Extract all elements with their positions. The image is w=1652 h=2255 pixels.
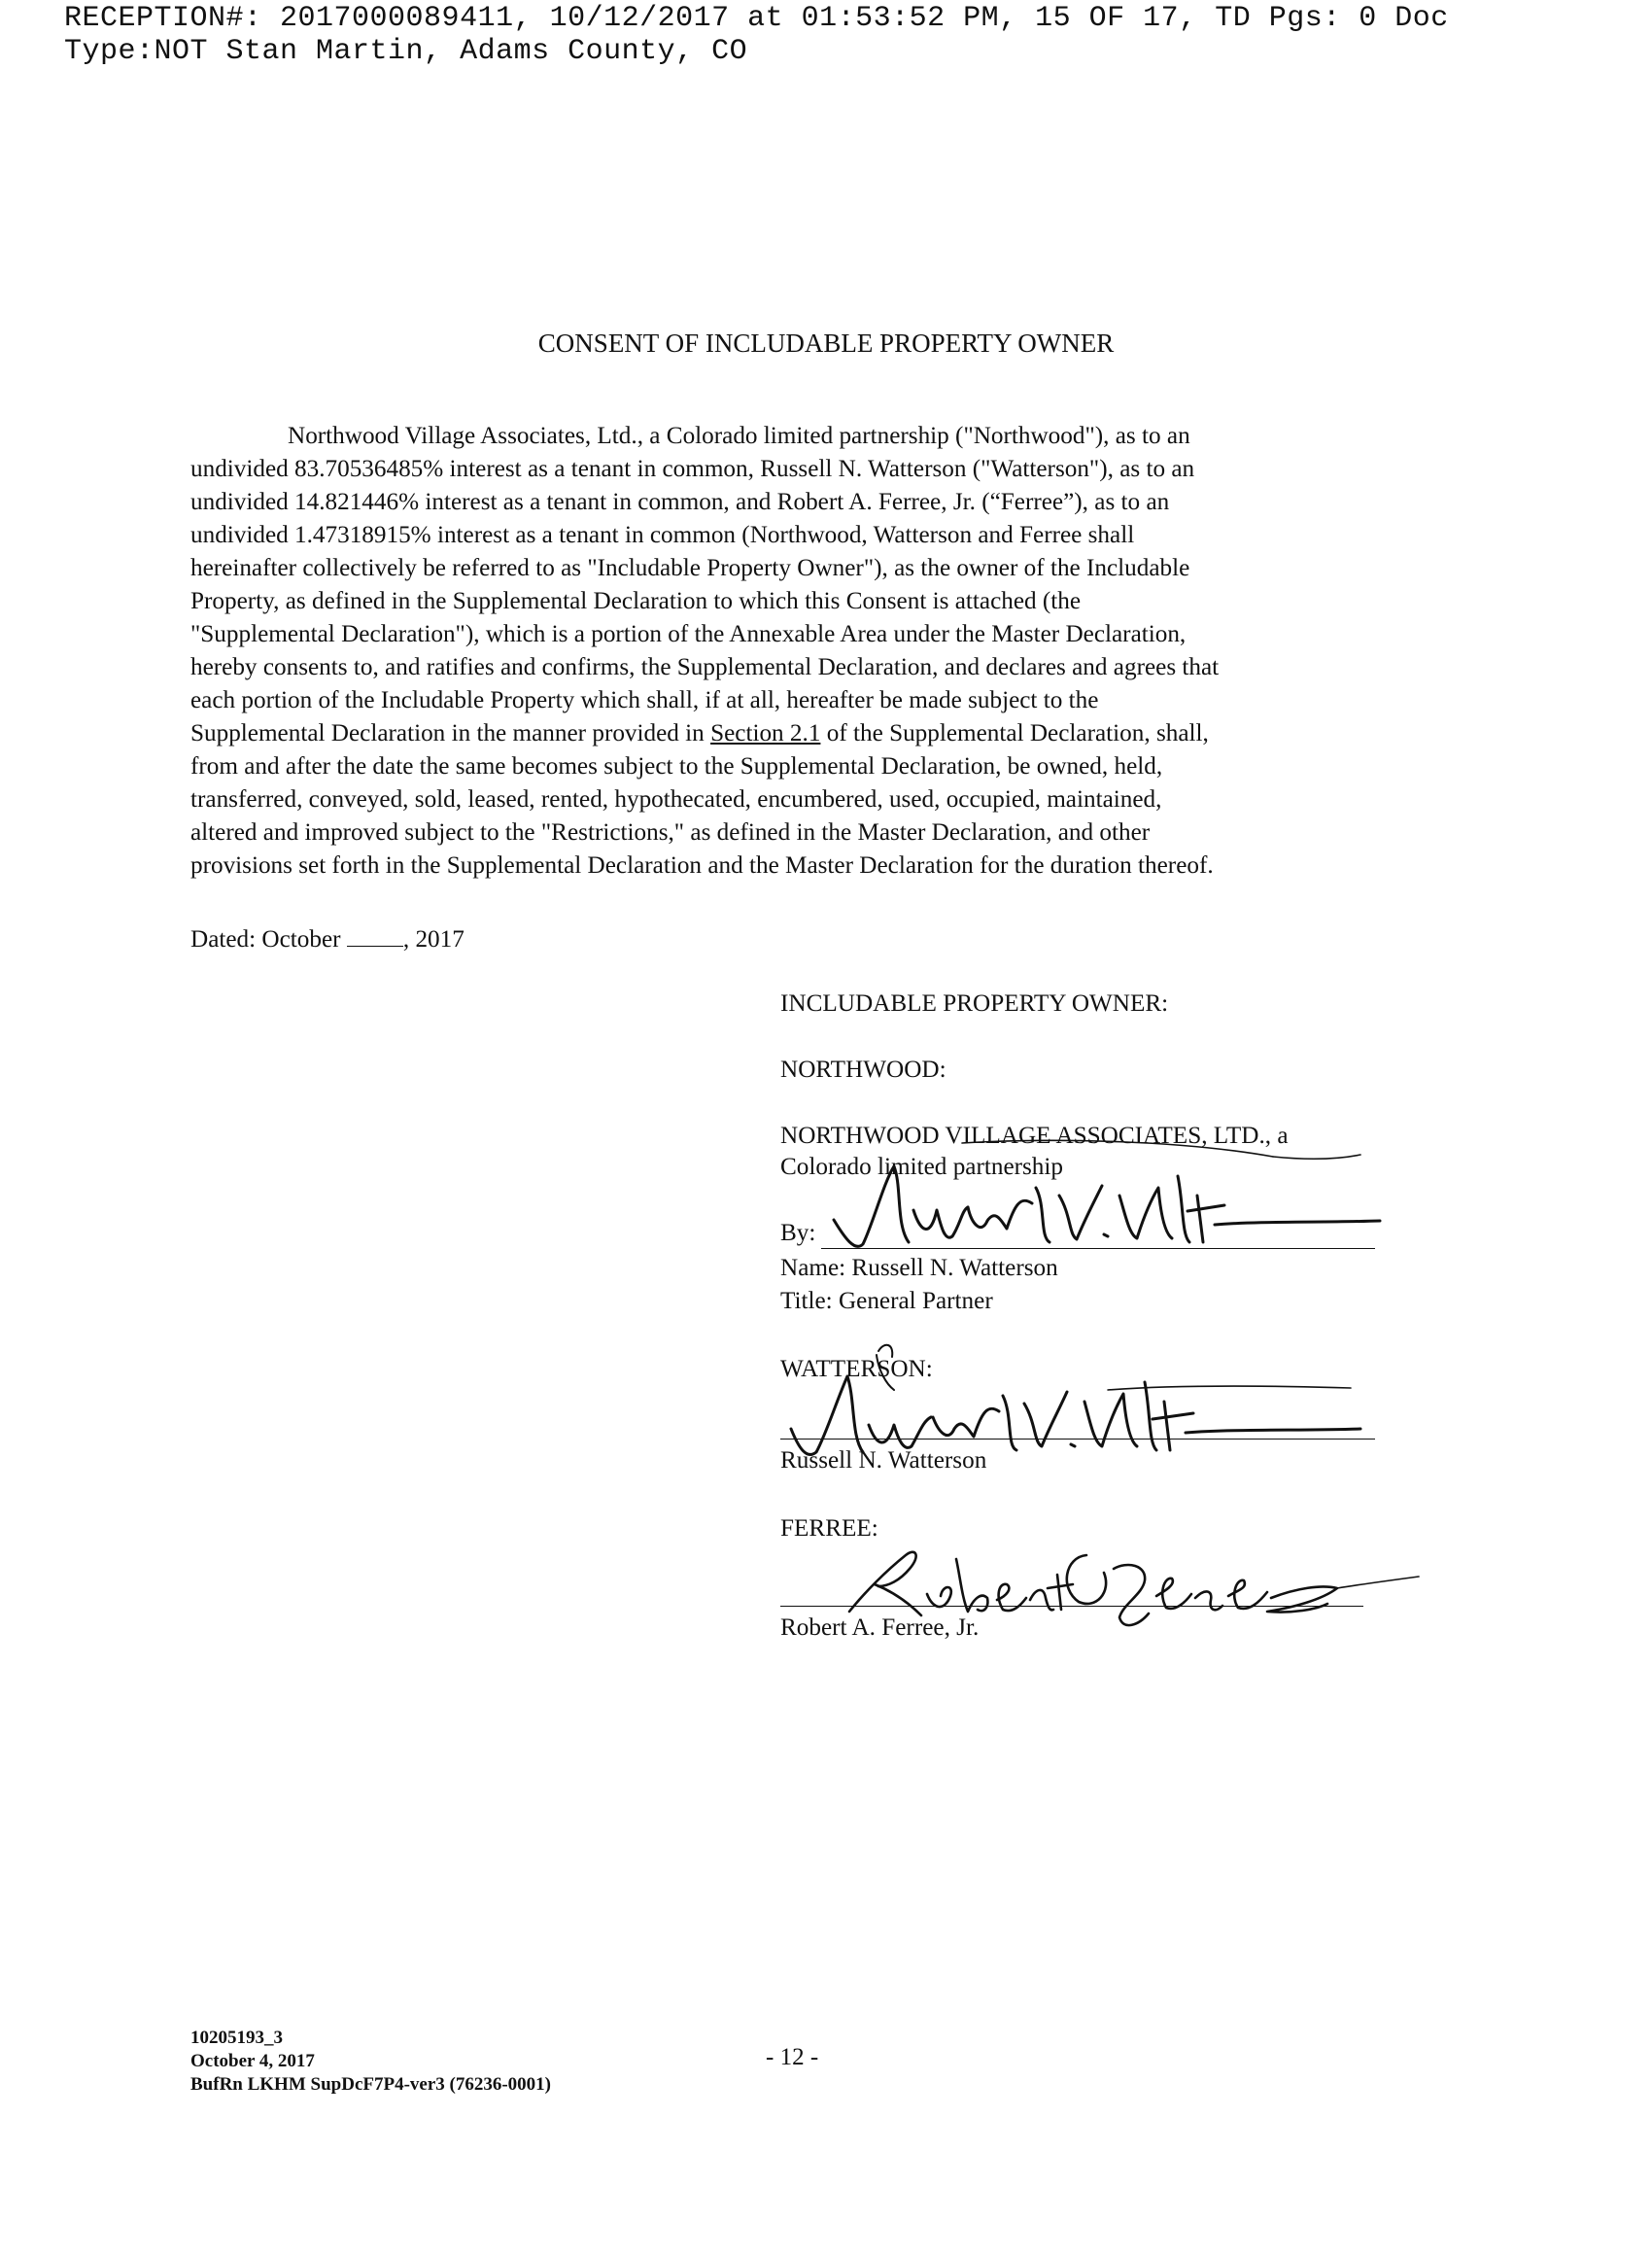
northwood-entity-line-2: Colorado limited partnership [780,1154,1063,1180]
recording-stamp-line-2: Type:NOT Stan Martin, Adams County, CO [64,35,748,68]
paragraph-line: provisions set forth in the Supplemental Declaration and the Master Declaration for the duration thereof. [190,852,1214,879]
paragraph-line: each portion of the Includable Property which shall, if at all, hereafter be made subject to the [190,687,1099,713]
recording-stamp-header [64,2,1449,68]
paragraph-line: Northwood Village Associates, Ltd., a Colorado limited partnership ("Northwood"), as to an [288,423,1190,449]
date-blank [347,924,403,947]
paragraph-line: undivided 83.70536485% interest as a tenant in common, Russell N. Watterson ("Watterson"), as to an [190,456,1195,482]
northwood-label: NORTHWOOD: [780,1057,946,1083]
ferree-label: FERREE: [780,1515,878,1542]
paragraph-line: undivided 14.821446% interest as a tenant in common, and Robert A. Ferree, Jr. (“Ferree”), as to an [190,489,1170,515]
consent-paragraph [190,420,1454,883]
paragraph-line: from and after the date the same becomes subject to the Supplemental Declaration, be owned, held, [190,753,1163,780]
northwood-entity-line-1: NORTHWOOD VILLAGE ASSOCIATES, LTD., a [780,1123,1289,1149]
watterson-name: Russell N. Watterson [780,1447,987,1474]
by-label: By: [780,1220,816,1246]
document-footer-info [190,2027,551,2097]
paragraph-text: Supplemental Declaration in the manner provided in [190,720,711,746]
footer-file-ref: BufRn LKHM SupDcF7P4-ver3 (76236-0001) [190,2074,552,2095]
watterson-handwritten-signature [777,1332,1399,1477]
dated-line [190,923,465,956]
paragraph-line: "Supplemental Declaration"), which is a portion of the Annexable Area under the Master Declaration, [190,621,1187,647]
dated-label: Dated: October [190,926,347,953]
paragraph-line: hereby consents to, and ratifies and confirms, the Supplemental Declaration, and declares and agrees that [190,654,1220,680]
footer-doc-number: 10205193_3 [190,2028,283,2048]
paragraph-line: Property, as defined in the Supplemental Declaration to which this Consent is attached (the [190,588,1082,614]
document-title: CONSENT OF INCLUDABLE PROPERTY OWNER [537,329,1115,358]
recording-stamp-line-1: RECEPTION#: 2017000089411, 10/12/2017 at 01:53:52 PM, 15 OF 17, TD Pgs: 0 Doc [64,2,1449,35]
dated-year: , 2017 [402,926,465,953]
watterson-label: WATTERSON: [780,1356,933,1382]
signature-block-heading: INCLUDABLE PROPERTY OWNER: [780,990,1169,1017]
section-reference: Section 2.1 [710,720,821,746]
paragraph-line: altered and improved subject to the "Restrictions," as defined in the Master Declaration, and other [190,819,1151,846]
paragraph-line [190,717,1454,750]
page-number: - 12 - [766,2044,819,2070]
signer-title: Title: General Partner [780,1288,993,1314]
paragraph-line: hereinafter collectively be referred to as "Includable Property Owner"), as the owner of the Includable [190,555,1190,581]
signer-name: Name: Russell N. Watterson [780,1255,1058,1281]
paragraph-line: transferred, conveyed, sold, leased, rented, hypothecated, encumbered, used, occupied, maintained, [190,786,1162,813]
paragraph-text: of the Supplemental Declaration, shall, [820,720,1209,746]
paragraph-line: undivided 1.47318915% interest as a tenant in common (Northwood, Watterson and Ferree shall [190,522,1135,548]
ferree-name: Robert A. Ferree, Jr. [780,1614,980,1641]
northwood-handwritten-signature [816,1128,1399,1273]
ferree-handwritten-signature [836,1516,1438,1652]
footer-date: October 4, 2017 [190,2051,315,2071]
